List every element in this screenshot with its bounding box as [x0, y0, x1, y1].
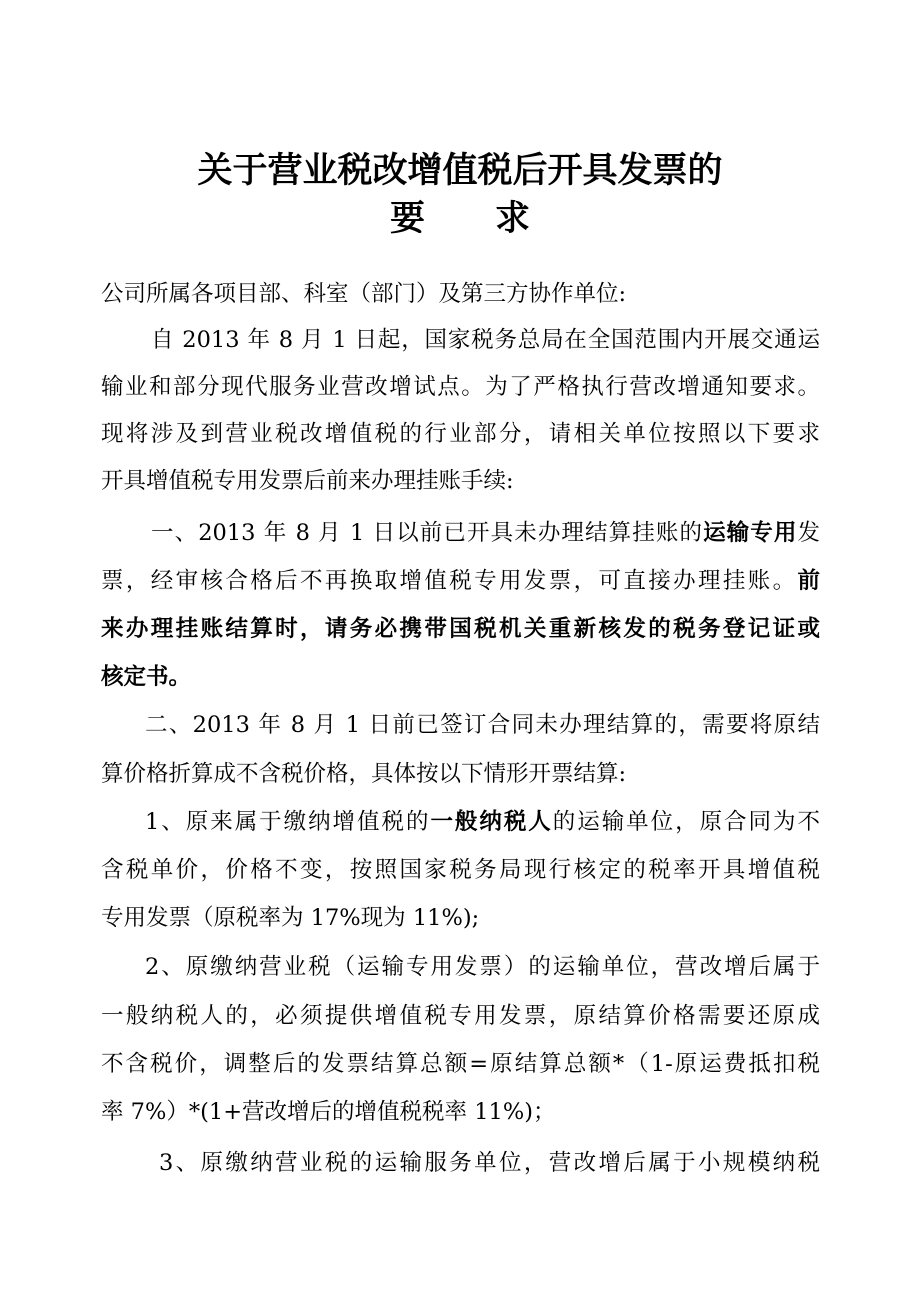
- text-run: 现将涉及到营业税改增值税的行业部分，请相关单位按照以下要求: [101, 421, 820, 447]
- text-run: 开具增值税专用发票后前来办理挂账手续:: [101, 468, 514, 494]
- text-run: 一、2013 年 8 月 1 日以前已开具未办理结算挂账的: [151, 520, 704, 546]
- document-title-line2: [0, 197, 920, 241]
- section-1-line: [101, 566, 820, 596]
- bold-text-run: 来办理挂账结算时，请务必携带国税机关重新核发的税务登记证或: [101, 616, 820, 642]
- title-char-1: 要: [389, 199, 425, 239]
- text-run: 自 2013 年 8 月 1 日起，国家税务总局在全国范围内开展交通运: [151, 327, 820, 353]
- item-1-line: [101, 855, 820, 885]
- item-2-line: [145, 952, 820, 982]
- paragraph-intro-line: [101, 466, 820, 496]
- text-run: 算价格折算成不含税价格，具体按以下情形开票结算:: [101, 761, 627, 787]
- paragraph-intro-line: [151, 325, 820, 355]
- text-run: 1、原来属于缴纳增值税的: [145, 809, 431, 835]
- text-run: 的运输单位，原合同为不: [552, 809, 820, 835]
- section-1-line: [101, 662, 820, 692]
- text-run: 2、原缴纳营业税（运输专用发票）的运输单位，营改增后属于: [145, 954, 820, 980]
- bold-text-run: 一般纳税人: [430, 809, 553, 835]
- item-1-line: [145, 807, 820, 837]
- bold-text-run: 前: [797, 568, 820, 594]
- text-run: 公司所属各项目部、科室（部门）及第三方协作单位:: [101, 281, 627, 307]
- text-run: 不含税价，调整后的发票结算总额=原结算总额*（1-原运费抵扣税: [101, 1051, 820, 1077]
- text-run: 票，经审核合格后不再换取增值税专用发票，可直接办理挂账。: [101, 568, 798, 594]
- item-1-line: [101, 903, 820, 933]
- paragraph-intro-line: [101, 372, 820, 402]
- item-2-line: [101, 1001, 820, 1031]
- text-run: 一般纳税人的，必须提供增值税专用发票，原结算价格需要还原成: [101, 1003, 820, 1029]
- bold-text-run: 核定书。: [101, 664, 192, 690]
- title-char-2: 求: [495, 199, 531, 239]
- bold-text-run: 运输专用: [703, 520, 798, 546]
- text-run: 二、2013 年 8 月 1 日前已签订合同未办理结算的，需要将原结: [145, 712, 820, 738]
- section-2-line: [101, 759, 820, 789]
- section-2-line: [145, 710, 820, 740]
- section-1-line: [101, 614, 820, 644]
- item-3-line: [159, 1148, 820, 1178]
- text-run: 率 7%）*(1+营改增后的增值税税率 11%)；: [101, 1099, 556, 1125]
- item-2-line: [101, 1097, 820, 1127]
- paragraph-intro-line: [101, 419, 820, 449]
- text-run: 专用发票（原税率为 17%现为 11%);: [101, 905, 480, 931]
- text-run: 输业和部分现代服务业营改增试点。为了严格执行营改增通知要求。: [101, 374, 820, 400]
- item-2-line: [101, 1049, 820, 1079]
- salutation: [101, 279, 820, 309]
- section-1-line: [151, 518, 820, 548]
- text-run: 含税单价，价格不变，按照国家税务局现行核定的税率开具增值税: [101, 857, 820, 883]
- document-title: 关于营业税改增值税后开具发票的: [197, 151, 723, 191]
- text-run: 发: [797, 520, 820, 546]
- text-run: 3、原缴纳营业税的运输服务单位，营改增后属于小规模纳税: [159, 1150, 820, 1176]
